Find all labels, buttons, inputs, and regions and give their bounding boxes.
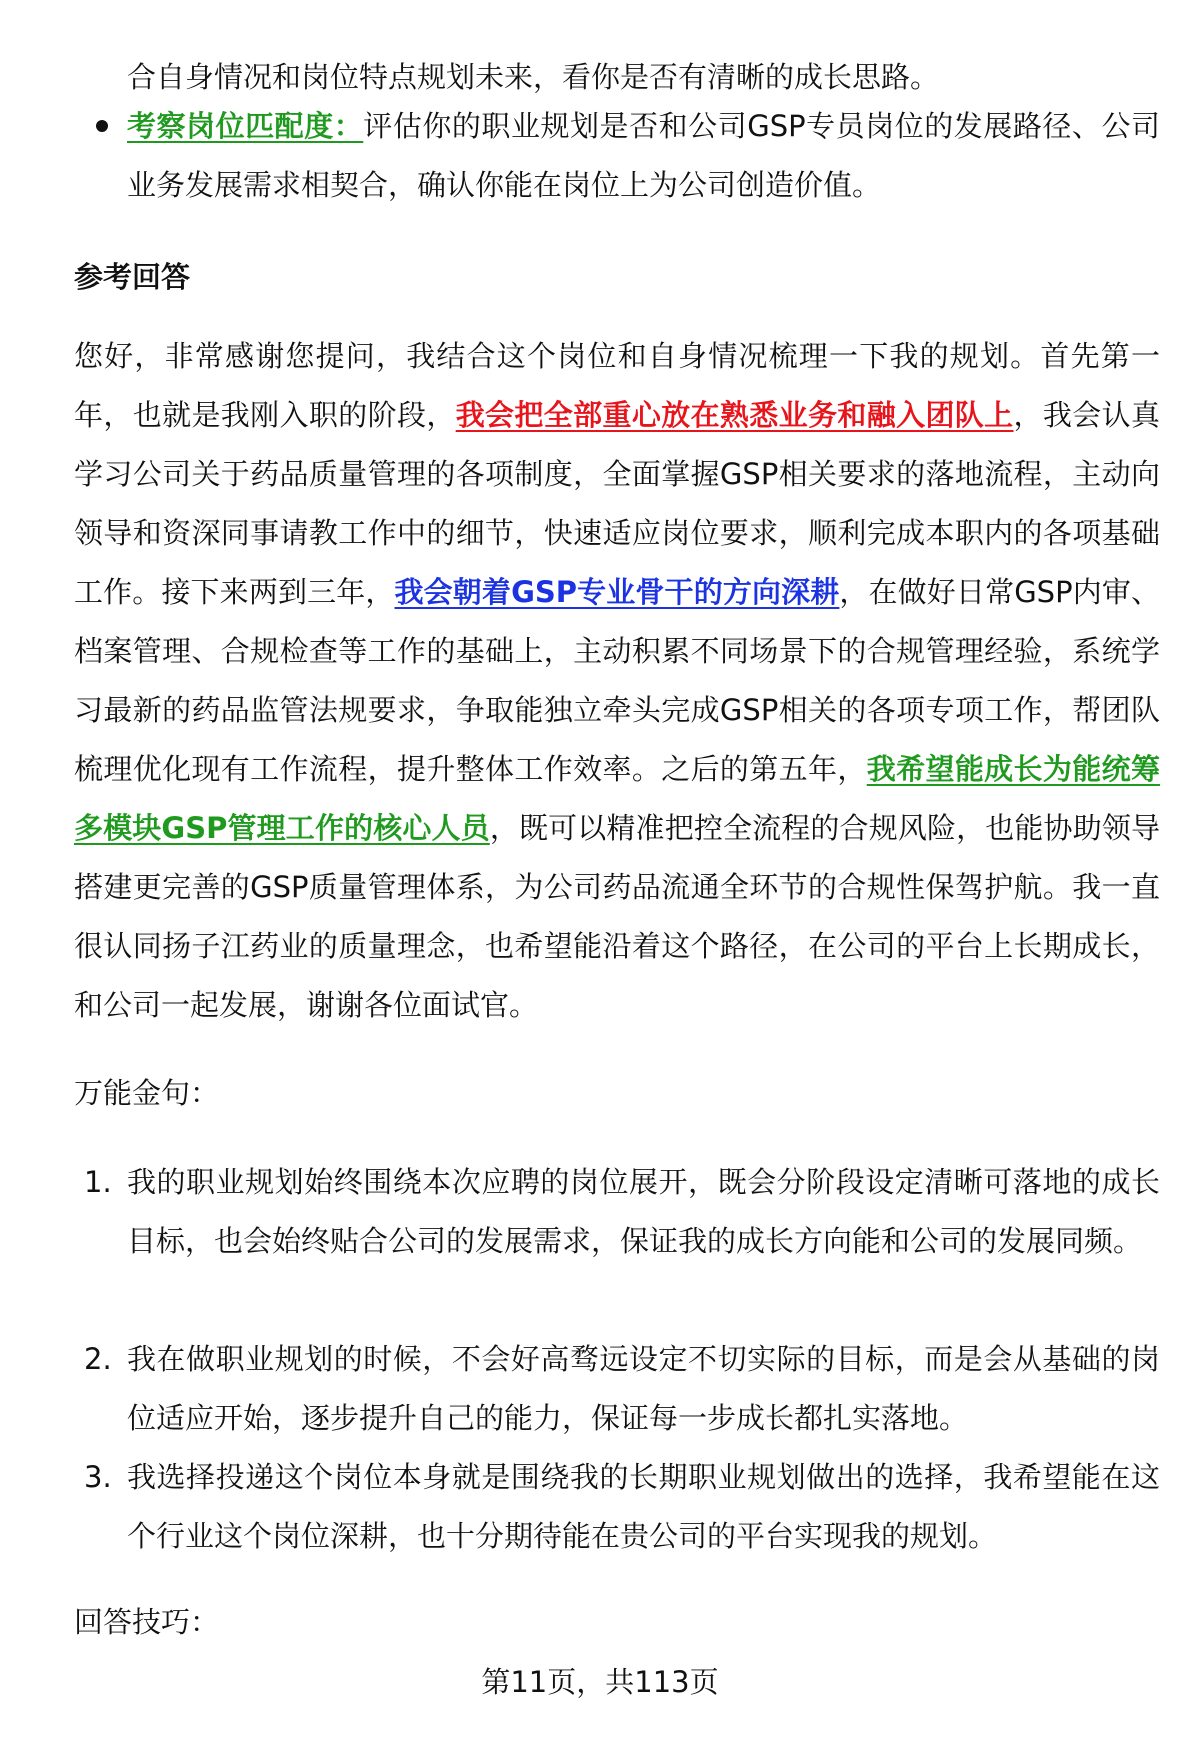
answer-paragraph bbox=[74, 327, 1160, 1035]
golden-heading: 万能金句： bbox=[74, 1076, 220, 1110]
answer-text-3: ，在做好日常GSP内审、档案管理、合规检查等工作的基础上，主动积累不同场景下的合规管理经验，系统学习最新的药品监管法规要求，争取能独立牵头完成GSP相关的各项专项工作，帮团队梳理优化现有工作流程，提升整体工作效率。之后的第五年， bbox=[74, 575, 1160, 786]
highlight-fifth-year: 我希望能成长为能统筹多模块GSP管理工作的核心人员 bbox=[74, 752, 1160, 845]
tips-heading: 回答技巧： bbox=[74, 1605, 220, 1639]
highlight-two-three-years: 我会朝着GSP专业骨干的方向深耕 bbox=[394, 575, 840, 609]
answer-text-1: 您好，非常感谢您提问，我结合这个岗位和自身情况梳理一下我的规划。首先第一年，也就是我刚入职的阶段， bbox=[74, 339, 1160, 432]
list-item: 我在做职业规划的时候，不会好高骛远设定不切实际的目标，而是会从基础的岗位适应开始，逐步提升自己的能力，保证每一步成长都扎实落地。 bbox=[127, 1342, 1160, 1435]
answer-text-4: ，既可以精准把控全流程的合规风险，也能协助领导搭建更完善的GSP质量管理体系，为公司药品流通全环节的合规性保驾护航。我一直很认同扬子江药业的质量理念，也希望能沿着这个路径，在公司的平台上长期成长，和公司一起发展，谢谢各位面试官。 bbox=[74, 811, 1160, 1022]
bullet-continuation: 合自身情况和岗位特点规划未来，看你是否有清晰的成长思路。 bbox=[127, 60, 940, 94]
bullet-dot-icon bbox=[96, 120, 108, 132]
answer-text-2: ，我会认真学习公司关于药品质量管理的各项制度，全面掌握GSP相关要求的落地流程，主动向领导和资深同事请教工作中的细节，快速适应岗位要求，顺利完成本职内的各项基础工作。接下来两到三年， bbox=[74, 398, 1160, 609]
bullet-text: 评估你的职业规划是否和公司GSP专员岗位的发展路径、公司业务发展需求相契合，确认你能在岗位上为公司创造价值。 bbox=[127, 109, 1160, 202]
list-item: 我的职业规划始终围绕本次应聘的岗位展开，既会分阶段设定清晰可落地的成长目标，也会始终贴合公司的发展需求，保证我的成长方向能和公司的发展同频。 bbox=[127, 1165, 1160, 1258]
answer-heading: 参考回答 bbox=[74, 260, 191, 294]
highlight-first-year: 我会把全部重心放在熟悉业务和融入团队上 bbox=[455, 398, 1014, 432]
list-number: 3. bbox=[84, 1460, 112, 1494]
bullet-label: 考察岗位匹配度： bbox=[127, 109, 364, 143]
page-number: 第11页，共113页 bbox=[481, 1665, 719, 1699]
bullet-item-position-match bbox=[127, 97, 1160, 215]
list-number: 1. bbox=[84, 1165, 112, 1199]
list-number: 2. bbox=[84, 1342, 112, 1376]
list-item: 我选择投递这个岗位本身就是围绕我的长期职业规划做出的选择，我希望能在这个行业这个岗位深耕，也十分期待能在贵公司的平台实现我的规划。 bbox=[127, 1460, 1160, 1553]
